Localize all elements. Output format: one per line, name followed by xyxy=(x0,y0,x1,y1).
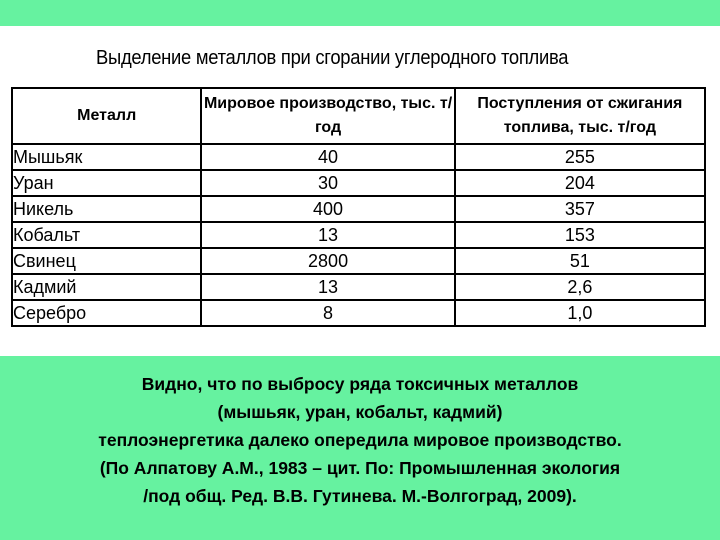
metal-name-cell: Свинец xyxy=(12,248,201,274)
table-row xyxy=(12,300,705,326)
table-row xyxy=(12,222,705,248)
header-metal: Металл xyxy=(12,88,201,144)
table-row xyxy=(12,274,705,300)
metal-name-cell: Кадмий xyxy=(12,274,201,300)
metals-table xyxy=(11,87,706,327)
world-production-cell: 30 xyxy=(201,170,454,196)
caption-line: (По Алпатову А.М., 1983 – цит. По: Промышленная экология xyxy=(99,458,621,478)
table-row xyxy=(12,144,705,170)
world-production-cell: 13 xyxy=(201,222,454,248)
table-header-row xyxy=(12,88,705,144)
metal-name-cell: Мышьяк xyxy=(12,144,201,170)
header-fuel-combustion: Поступления от сжигания топлива, тыс. т/год xyxy=(455,88,705,144)
world-production-cell: 400 xyxy=(201,196,454,222)
fuel-emission-cell: 153 xyxy=(455,222,705,248)
metal-name-cell: Никель xyxy=(12,196,201,222)
metal-name-cell: Уран xyxy=(12,170,201,196)
world-production-cell: 13 xyxy=(201,274,454,300)
fuel-emission-cell: 2,6 xyxy=(455,274,705,300)
fuel-emission-cell: 1,0 xyxy=(455,300,705,326)
header-world-production: Мировое производство, тыс. т/год xyxy=(201,88,454,144)
top-band xyxy=(0,0,720,26)
fuel-emission-cell: 51 xyxy=(455,248,705,274)
table-title: Выделение металлов при сгорании углеродного топлива xyxy=(96,47,569,69)
caption-text xyxy=(0,370,720,510)
fuel-emission-cell: 357 xyxy=(455,196,705,222)
fuel-emission-cell: 204 xyxy=(455,170,705,196)
world-production-cell: 40 xyxy=(201,144,454,170)
table-row xyxy=(12,170,705,196)
metal-name-cell: Серебро xyxy=(12,300,201,326)
table-row xyxy=(12,248,705,274)
table-row xyxy=(12,196,705,222)
caption-line: /под общ. Ред. В.В. Гутинева. М.-Волгоград, 2009). xyxy=(143,486,577,506)
world-production-cell: 2800 xyxy=(201,248,454,274)
world-production-cell: 8 xyxy=(201,300,454,326)
caption-line: Видно, что по выбросу ряда токсичных металлов xyxy=(141,374,579,394)
metal-name-cell: Кобальт xyxy=(12,222,201,248)
caption-line: теплоэнергетика далеко опередила мировое производство. xyxy=(98,430,622,450)
scanned-table-sheet xyxy=(0,26,720,356)
caption-line: (мышьяк, уран, кобальт, кадмий) xyxy=(217,402,503,422)
fuel-emission-cell: 255 xyxy=(455,144,705,170)
